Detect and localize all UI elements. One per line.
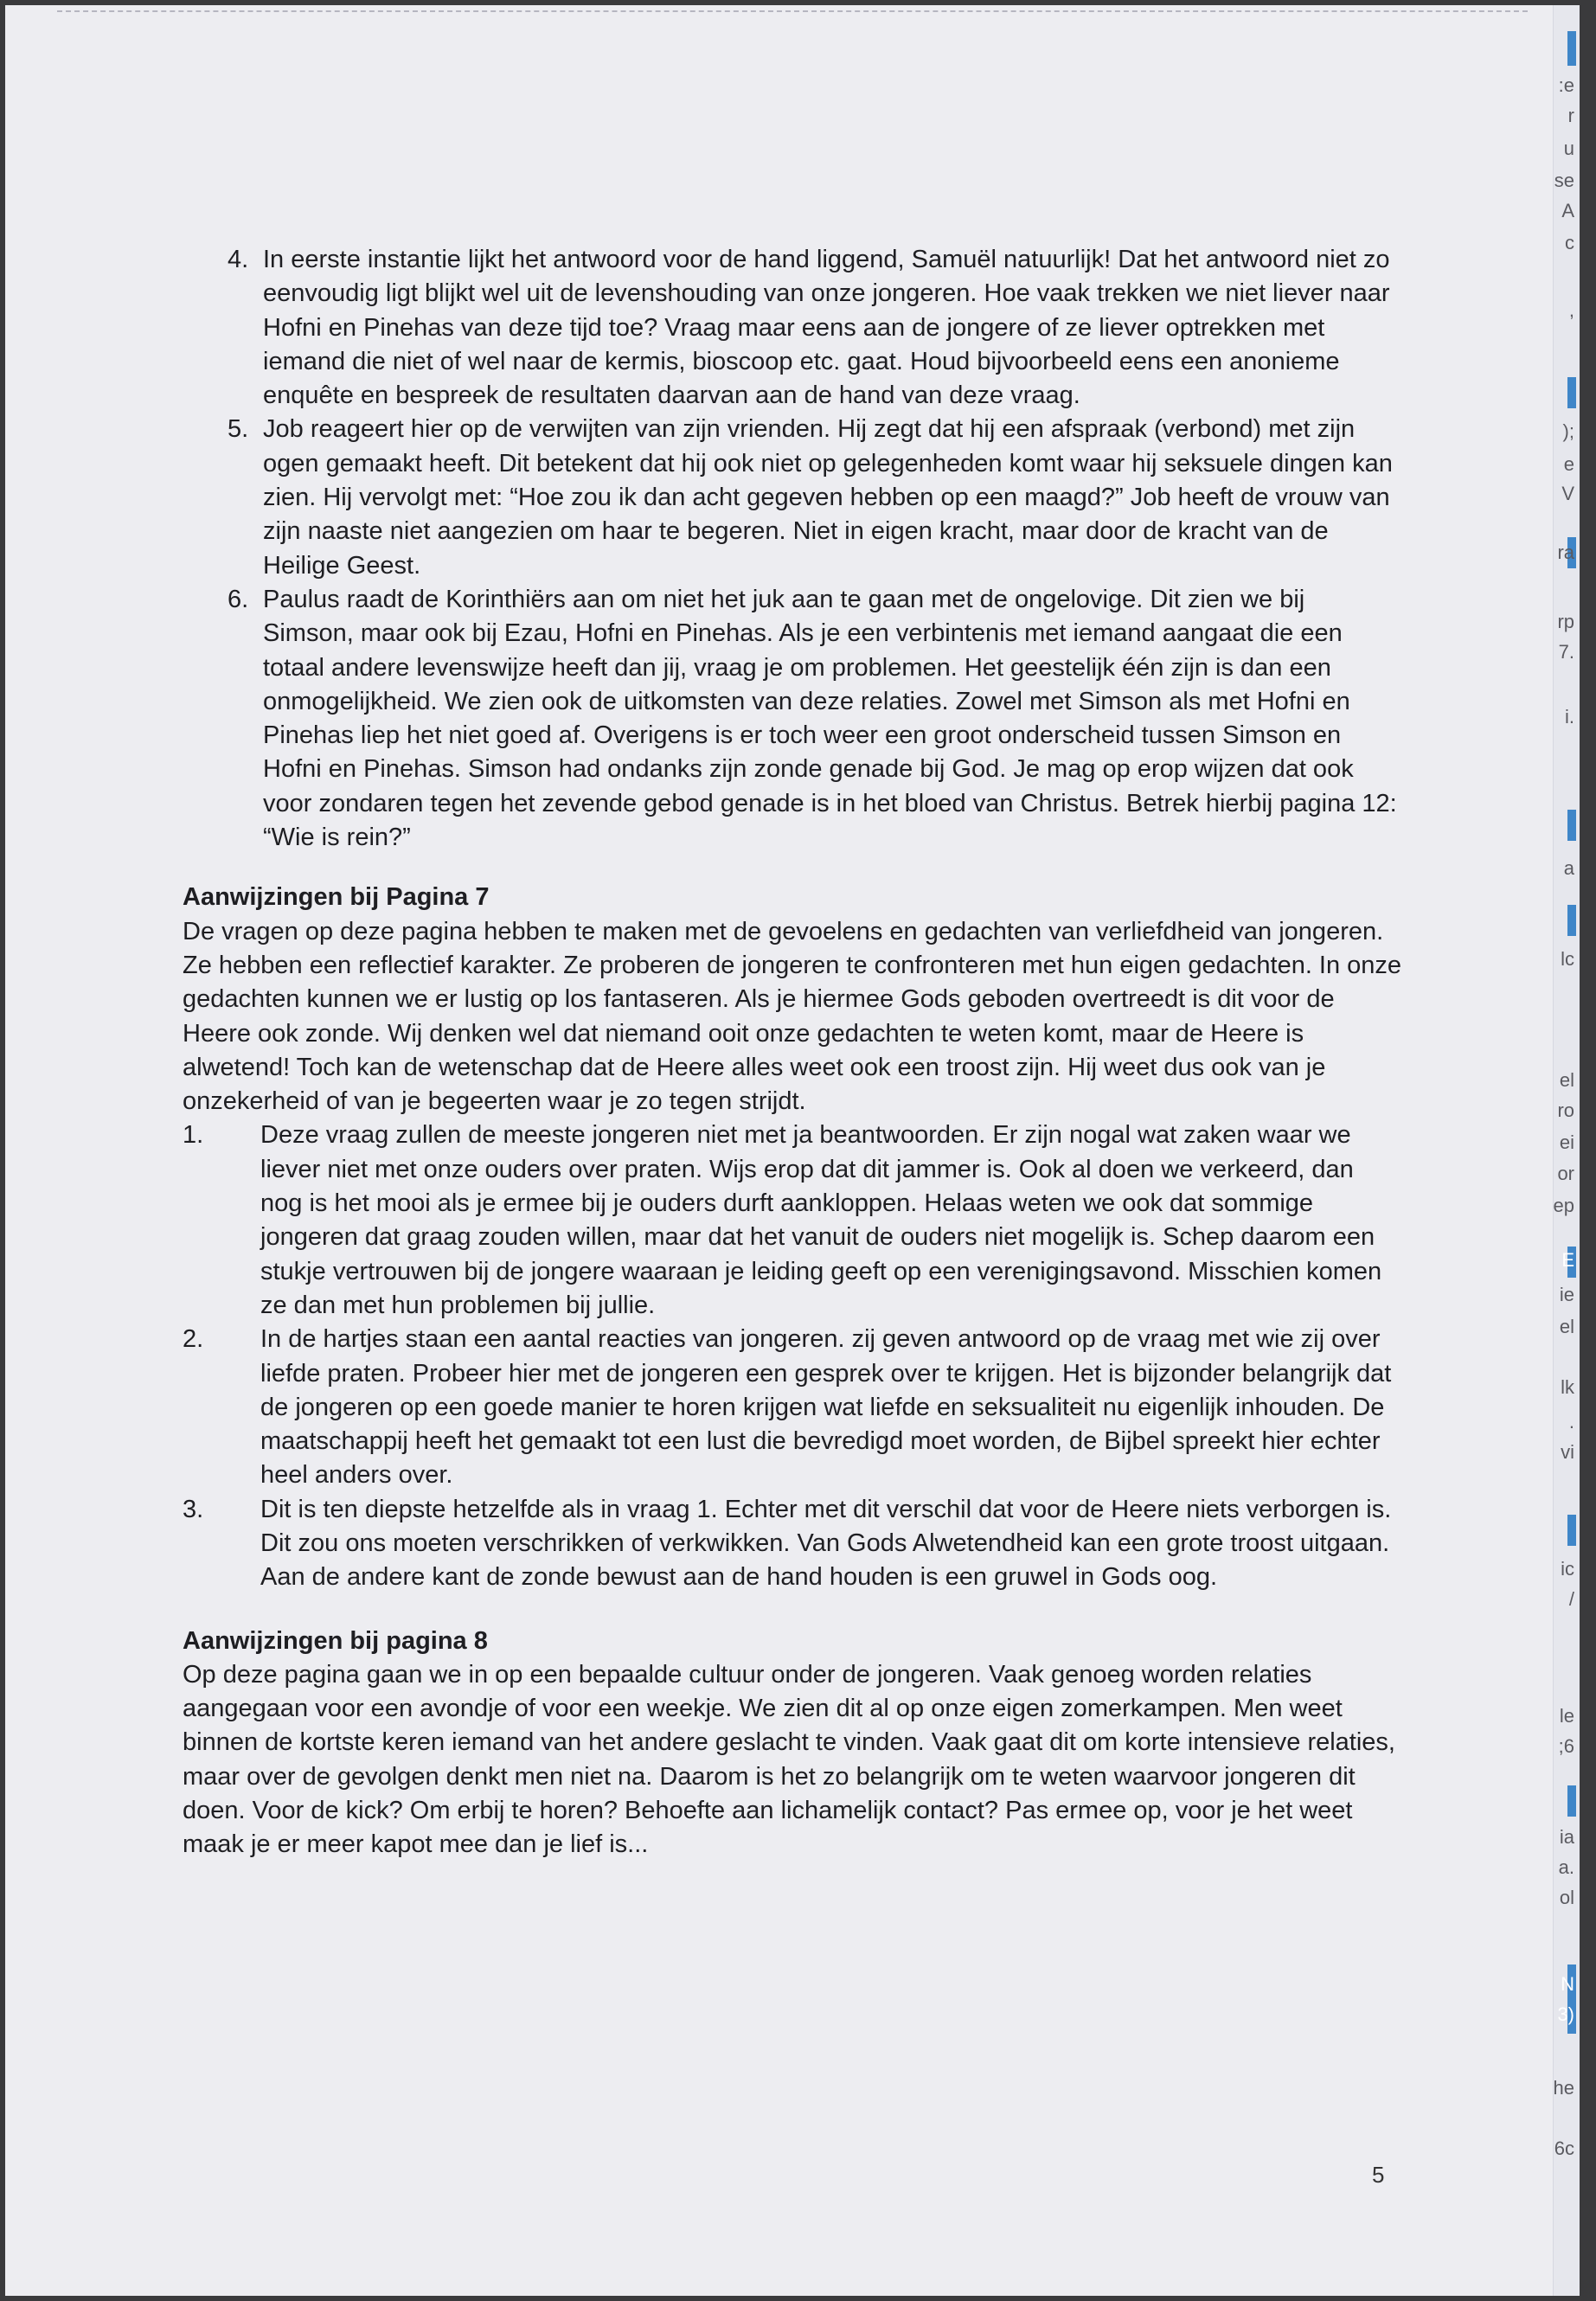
edge-letter: ra bbox=[1557, 542, 1574, 563]
item-number: 1. bbox=[183, 1121, 204, 1150]
edge-color-mark bbox=[1567, 31, 1576, 66]
answers-list-continued bbox=[183, 243, 1402, 855]
edge-letter: u bbox=[1563, 138, 1574, 159]
edge-letter: A bbox=[1561, 200, 1574, 221]
edge-letter: se bbox=[1554, 170, 1574, 191]
edge-color-mark bbox=[1567, 1785, 1576, 1817]
item-number: 4. bbox=[228, 246, 249, 273]
edge-letter: 6c bbox=[1554, 2138, 1574, 2159]
edge-letter: rp bbox=[1557, 611, 1574, 632]
item-text: Paulus raadt de Korinthiërs aan om niet het juk aan te gaan met de ongelovige. Dit zien we bij Simson, maar ook bij Ezau, Hofni en Pinehas. Als je een verbintenis met iemand aangaat die een totaal andere levenswijze heeft dan jij, vraag je om problemen. Het geestelijk één zijn is dan een onmogelijkheid. We zien ook de uitkomsten van deze relaties. Zowel met Simson als met Hofni en Pinehas liep het niet goed af. Overigens is er toch weer een groot onderscheid tussen Simson en Hofni en Pinehas. Simson had ondanks zijn zonde genade bij God. Je mag op erop wijzen dat ook voor zondaren tegen het zevende gebod genade is in het bloed van Christus. Betrek hierbij pagina 12: “Wie is rein?” bbox=[263, 585, 1397, 852]
edge-letter: ep bbox=[1553, 1195, 1574, 1216]
item-text: Dit is ten diepste hetzelfde als in vraag 1. Echter met dit verschil dat voor de Heere niets verborgen is. Dit zou ons moeten verschrikken of verkwikken. Van Gods Alwetendheid kan een grote troost uitgaan. Aan de andere kant de zonde bewust aan de hand houden is een gruwel in Gods oog. bbox=[260, 1495, 1392, 1592]
edge-letter: N bbox=[1561, 1973, 1574, 1995]
edge-letter: le bbox=[1559, 1705, 1574, 1727]
edge-color-mark bbox=[1567, 810, 1576, 841]
top-edge-bleed bbox=[57, 5, 1528, 12]
edge-letter: ;6 bbox=[1558, 1735, 1574, 1757]
list-item bbox=[183, 583, 1402, 855]
edge-letter: ); bbox=[1562, 420, 1574, 442]
edge-letter: el bbox=[1559, 1316, 1574, 1337]
edge-letter: ia bbox=[1559, 1826, 1574, 1848]
edge-letter: E bbox=[1561, 1249, 1574, 1271]
edge-letter: ic bbox=[1561, 1558, 1574, 1580]
edge-letter: V bbox=[1561, 483, 1574, 504]
edge-letter: 3) bbox=[1557, 2003, 1574, 2025]
edge-letter: r bbox=[1567, 105, 1574, 126]
item-text: Job reageert hier op de verwijten van zijn vrienden. Hij zegt dat hij een afspraak (verbond) met zijn ogen gemaakt heeft. Dit betekent dat hij ook niet op gelegenheden komt waar hij seksuele dingen kan zien. Hij vervolgt met: “Hoe zou ik dan acht gegeven hebben op een maagd?” Job heeft de vrouw van zijn naaste niet aangezien om haar te begeren. Niet in eigen kracht, maar door de kracht van de Heilige Geest. bbox=[263, 415, 1393, 580]
list-item bbox=[183, 413, 1402, 582]
section-intro: De vragen op deze pagina hebben te maken met de gevoelens en gedachten van verliefdheid van jongeren. Ze hebben een reflectief karakter. Ze proberen de jongeren te confronteren met hun eigen gedachten. In onze gedachten kunnen we er lustig op los fantaseren. Als je hiermee Gods geboden overtreedt is dit voor de Heere ook zonde. Wij denken wel dat niemand ooit onze gedachten te weten komt, maar de Heere is alwetend! Toch kan de wetenschap dat de Heere alles weet ook een troost zijn. Hij weet dus ook van je onzekerheid of van je begeerten waar je zo tegen strijdt. bbox=[183, 917, 1402, 1116]
edge-letter: / bbox=[1568, 1588, 1574, 1610]
list-item bbox=[183, 243, 1402, 413]
edge-letter: vi bbox=[1561, 1441, 1574, 1463]
document-page bbox=[5, 5, 1580, 2296]
edge-letter: ro bbox=[1557, 1099, 1574, 1121]
edge-letter: a bbox=[1563, 857, 1574, 879]
section-body: Op deze pagina gaan we in op een bepaalde cultuur onder de jongeren. Vaak genoeg worden relaties aangegaan voor een avondje of voor een weekje. We zien dit al op onze eigen zomerkampen. Men weet binnen de kortste keren iemand van het andere geslacht te vinden. Vaak gaat dit om korte intensieve relaties, maar over de gevolgen denkt men niet na. Daarom is het zo belangrijk om te weten waarvoor jongeren dit doen. Voor de kick? Om erbij te horen? Behoefte aan lichamelijk contact? Pas ermee op, voor je het weet maak je er meer kapot mee dan je lief is... bbox=[183, 1660, 1395, 1859]
item-number: 6. bbox=[228, 585, 249, 613]
adjacent-page-edge bbox=[1553, 5, 1580, 2296]
item-text: In eerste instantie lijkt het antwoord voor de hand liggend, Samuël natuurlijk! Dat het antwoord niet zo eenvoudig ligt blijkt wel uit de levenshouding van onze jongeren. Hoe vaak trekken we niet liever naar Hofni en Pinehas van deze tijd toe? Vraag maar eens aan de jongere of ze liever optrekken met iemand die niet of wel naar de kermis, bioscoop etc. gaat. Houd bijvoorbeeld eens een anonieme enquête en bespreek de resultaten daarvan aan de hand van deze vraag. bbox=[263, 246, 1390, 410]
edge-letter: lk bbox=[1561, 1376, 1574, 1398]
edge-letter: or bbox=[1557, 1163, 1574, 1184]
edge-letter: ol bbox=[1559, 1887, 1574, 1908]
item-text: Deze vraag zullen de meeste jongeren niet met ja beantwoorden. Er zijn nogal wat zaken waar we liever niet met onze ouders over praten. Wijs erop dat dit jammer is. Ook al doen we verkeerd, dan nog is het mooi als je ermee bij je ouders durft aankloppen. Helaas weten we ook dat sommige jongeren dat graag zouden willen, maar dat het vanuit de ouders niet mogelijk is. Schep daarom een stukje vertrouwen bij de jongere waaraan je leiding geeft op een verenigingsavond. Misschien komen ze dan met hun problemen bij jullie. bbox=[260, 1121, 1382, 1319]
page-content bbox=[183, 243, 1402, 1862]
edge-letter: 7. bbox=[1558, 641, 1574, 663]
item-text: In de hartjes staan een aantal reacties van jongeren. zij geven antwoord op de vraag met wie zij over liefde praten. Probeer hier met de jongeren een gesprek over te krijgen. Het is bijzonder belangrijk dat de jongeren op een goede manier te horen krijgen wat liefde en seksualiteit nu eigenlijk inhouden. De maatschappij heeft het gemaakt tot een lust die bevredigd moet worden, de Bijbel spreekt hier echter heel anders over. bbox=[260, 1325, 1392, 1490]
edge-letter: , bbox=[1568, 299, 1574, 321]
item-number: 3. bbox=[183, 1495, 204, 1523]
edge-letter: ie bbox=[1559, 1284, 1574, 1305]
section-heading-pagina-7: Aanwijzingen bij Pagina 7 bbox=[183, 883, 490, 912]
item-number: 2. bbox=[183, 1325, 204, 1354]
list-item bbox=[183, 1118, 1402, 1323]
edge-letter: ei bbox=[1559, 1131, 1574, 1153]
edge-letter: lc bbox=[1561, 948, 1574, 970]
page-number: 5 bbox=[1372, 2162, 1385, 2188]
edge-letter: el bbox=[1559, 1069, 1574, 1091]
answers-list-pagina-7 bbox=[183, 1118, 1402, 1594]
section-heading-pagina-8: Aanwijzingen bij pagina 8 bbox=[183, 1626, 488, 1655]
list-item bbox=[183, 1493, 1402, 1595]
edge-color-mark bbox=[1567, 1515, 1576, 1546]
edge-letter: c bbox=[1565, 232, 1574, 253]
edge-letter: :e bbox=[1558, 74, 1574, 96]
edge-letter: he bbox=[1553, 2077, 1574, 2099]
edge-letter: a. bbox=[1558, 1856, 1574, 1878]
list-item bbox=[183, 1323, 1402, 1492]
edge-letter: i. bbox=[1565, 706, 1574, 727]
edge-letter: . bbox=[1568, 1411, 1574, 1433]
edge-color-mark bbox=[1567, 905, 1576, 936]
edge-color-mark bbox=[1567, 377, 1576, 408]
edge-letter: e bbox=[1563, 453, 1574, 475]
item-number: 5. bbox=[228, 415, 249, 444]
